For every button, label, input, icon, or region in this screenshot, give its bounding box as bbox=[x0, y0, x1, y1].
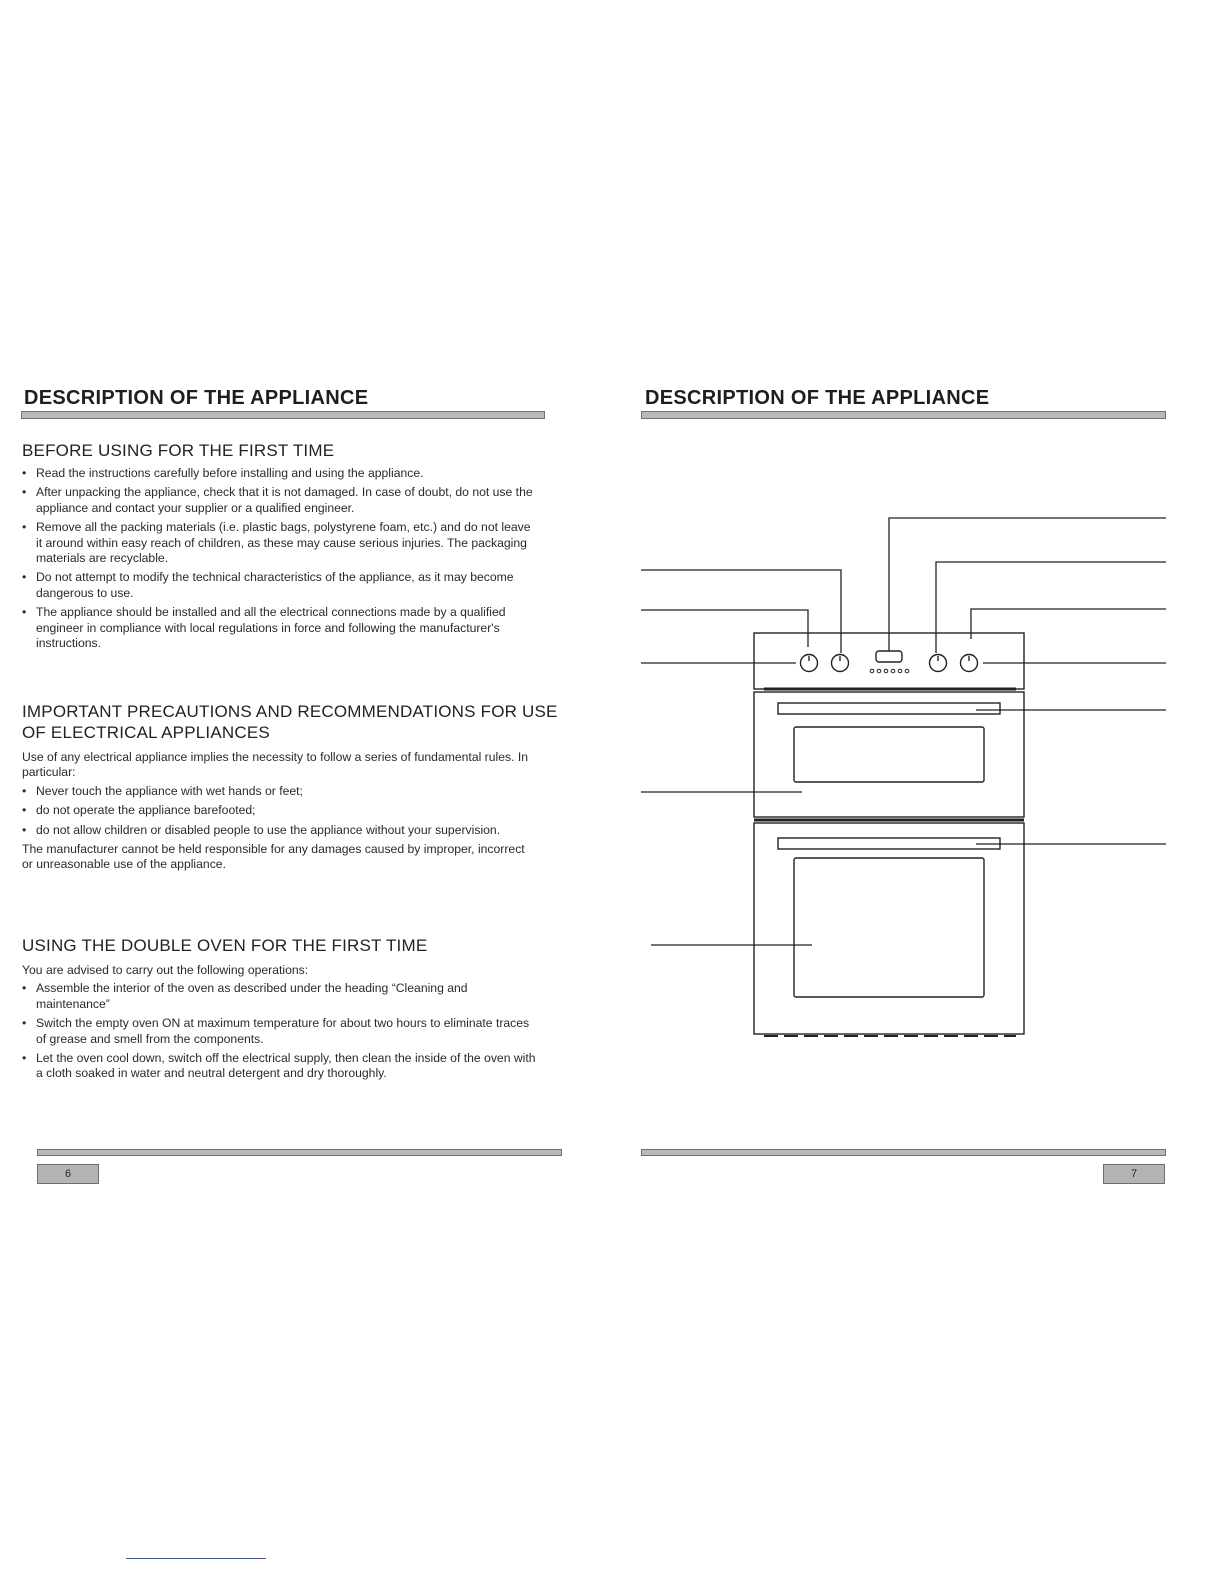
left-heading-bar bbox=[21, 411, 545, 419]
knob-icon bbox=[961, 655, 978, 672]
knob-icon bbox=[832, 655, 849, 672]
left-footer-bar bbox=[37, 1149, 562, 1156]
section-intro: You are advised to carry out the following operations: bbox=[22, 963, 309, 977]
list-item: • do not allow children or disabled people to use the appliance without your supervision. bbox=[22, 823, 537, 838]
list-item: • Let the oven cool down, switch off the electrical supply, then clean the inside of the oven with a cloth soaked in water and neutral detergent and dry thoroughly. bbox=[22, 1051, 537, 1082]
divider-line bbox=[126, 1558, 266, 1559]
list-item: • After unpacking the appliance, check that it is not damaged. In case of doubt, do not use the appliance and contact your supplier or a qualified engineer. bbox=[22, 485, 537, 516]
knob-icon bbox=[930, 655, 947, 672]
list-item: • Never touch the appliance with wet hands or feet; bbox=[22, 784, 537, 799]
list-item: • Read the instructions carefully before installing and using the appliance. bbox=[22, 466, 537, 481]
section-outro: The manufacturer cannot be held responsible for any damages caused by improper, incorrect or unreasonable use of the appliance. bbox=[22, 842, 525, 872]
knob-icon bbox=[801, 655, 818, 672]
section-title-double-oven: USING THE DOUBLE OVEN FOR THE FIRST TIME bbox=[22, 936, 428, 955]
bottom-oven-handle bbox=[778, 838, 1000, 849]
list-item: • Switch the empty oven ON at maximum temperature for about two hours to eliminate traces of grease and smell from the components. bbox=[22, 1016, 537, 1047]
section-title-precautions: IMPORTANT PRECAUTIONS AND RECOMMENDATIONS FOR USE OF ELECTRICAL APPLIANCES bbox=[22, 702, 558, 742]
left-page-number: 6 bbox=[37, 1164, 99, 1184]
right-heading-bar bbox=[641, 411, 1166, 419]
clock-display bbox=[876, 651, 902, 662]
list-item: • Do not attempt to modify the technical characteristics of the appliance, as it may become dangerous to use. bbox=[22, 570, 537, 601]
section-intro: Use of any electrical appliance implies the necessity to follow a series of fundamental rules. In particular: bbox=[22, 750, 529, 780]
list-item: • The appliance should be installed and all the electrical connections made by a qualified engineer in compliance with local regulations in force and following the manufacturer's instructions. bbox=[22, 605, 537, 651]
leader-lines bbox=[641, 518, 1166, 945]
section-body-double-oven bbox=[22, 963, 537, 1086]
section-body-first-time bbox=[22, 466, 537, 655]
right-page-number: 7 bbox=[1103, 1164, 1165, 1184]
list-item: • Remove all the packing materials (i.e. plastic bags, polystyrene foam, etc.) and do not leave it around within easy reach of children, as these may cause serious injuries. The packaging materials are recyclable. bbox=[22, 520, 537, 566]
section-title-first-time: BEFORE USING FOR THE FIRST TIME bbox=[22, 441, 335, 460]
right-footer-bar bbox=[641, 1149, 1166, 1156]
top-oven-window bbox=[794, 727, 984, 782]
bottom-oven-window bbox=[794, 858, 984, 997]
timer-buttons bbox=[870, 669, 909, 673]
list-item: • do not operate the appliance barefooted; bbox=[22, 803, 537, 818]
left-page-heading: DESCRIPTION OF THE APPLIANCE bbox=[24, 387, 369, 409]
top-oven-handle bbox=[778, 703, 1000, 714]
right-page-heading: DESCRIPTION OF THE APPLIANCE bbox=[645, 387, 990, 409]
oven-diagram bbox=[636, 505, 1171, 1045]
list-item: • Assemble the interior of the oven as described under the heading “Cleaning and maintenance” bbox=[22, 981, 537, 1012]
section-body-precautions bbox=[22, 750, 537, 876]
